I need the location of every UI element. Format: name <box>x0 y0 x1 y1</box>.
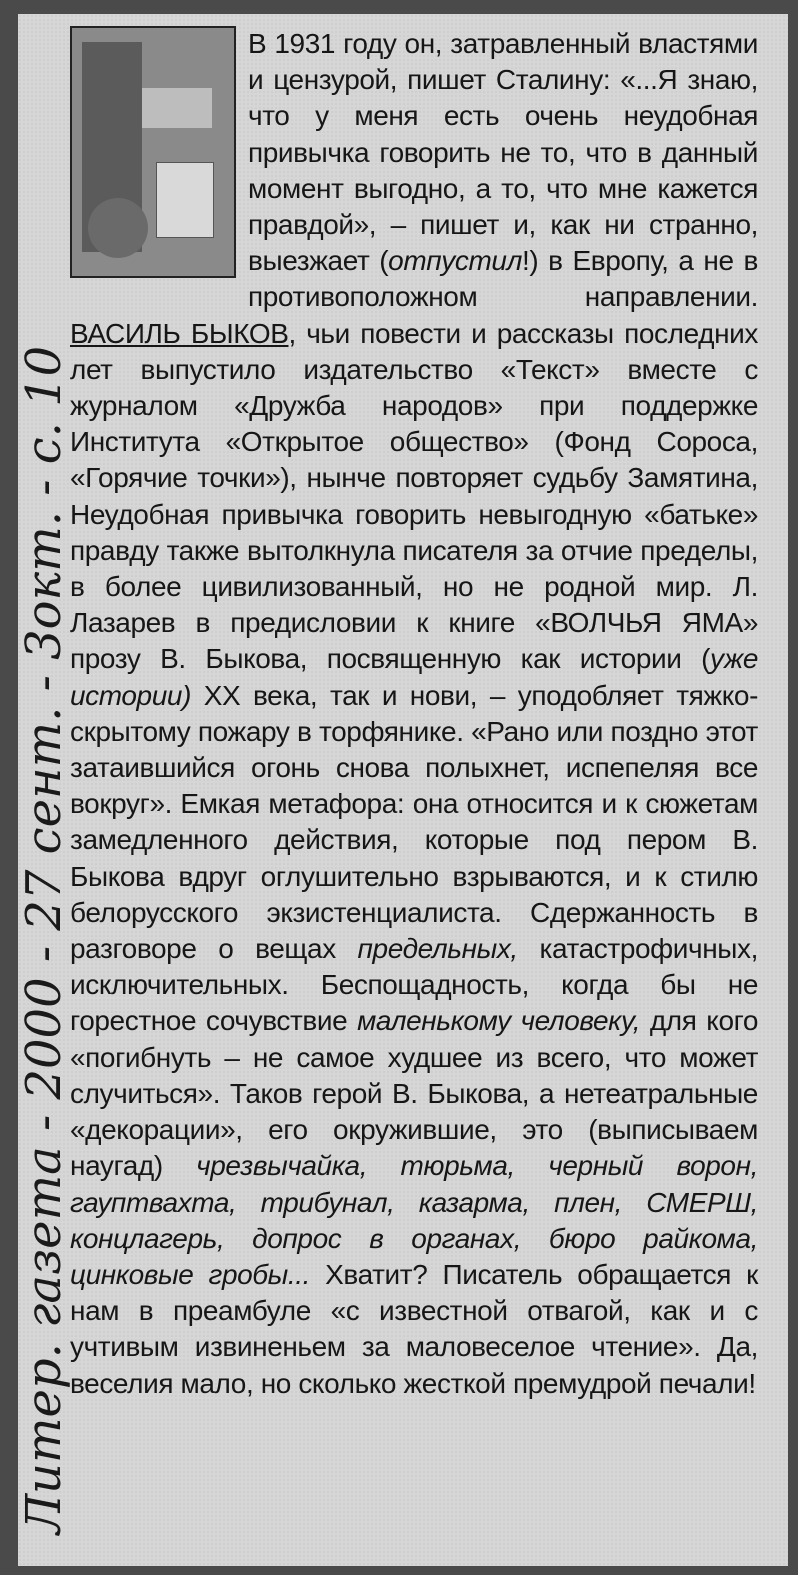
paragraph-text: XX века, так и нови, – уподобляет тяжко-скрытому пожару в торфянике. «Рано или поздно этот затаившийся огонь снова полыхнет, испепеляя все вокруг». Емкая метафора: она относится и к сюжетам замедленного действия, которые под пером В. Быкова вдруг оглушительно взрываются, и к стилю белорусского экзистенциалиста. Сдержанность в разговоре о вещах <box>70 679 758 965</box>
paragraph-text: катастрофичных, исключительных. Беспощадность, когда бы не горестное сочувствие <box>70 933 758 1037</box>
author-name: ВАСИЛЬ БЫКОВ <box>70 317 289 349</box>
newspaper-clipping <box>18 14 788 1566</box>
italic-text: маленькому человеку, <box>357 1005 641 1037</box>
handwritten-annotation <box>14 244 78 1544</box>
paragraph-text: В 1931 году он, затравленный властями и цензурой, пишет Сталину: «...Я знаю, что у меня есть очень неудобная привычка говорить не то, что в данный момент выгодно, а то, что мне кажется правдой», – пишет и, как ни странно, выезжает ( <box>248 28 758 277</box>
paragraph-text: Хватит? Писатель обращается к нам в преамбуле «с известной отвагой, как и с учтивым извиненьем за маловеселое чтение». Да, веселия мало, но сколько жесткой премудрой печали! <box>70 1258 758 1399</box>
italic-text: чрезвычайка, тюрьма, черный ворон, гауптвахта, трибунал, казарма, плен, СМЕРШ, концлагерь, допрос в органах, бюро райкома, цинковые гробы... <box>70 1150 758 1290</box>
italic-text: отпустил <box>388 245 522 277</box>
handwritten-note-text: Литер. газета - 2000 - 27 сент. - 3окт. - с. 10 <box>16 345 72 1534</box>
italic-text: предельных, <box>357 933 518 965</box>
article-paragraph <box>70 26 758 1402</box>
paragraph-text: , чьи повести и рассказы последних лет выпустило издательство «Текст» вместе с журналом «Дружба народов» при поддержке Института «Открытое общество» (Фонд Сороса, «Горячие точки»), нынче повторяет судьбу Замятина, Неудобная привычка говорить невыгодную «батьке» правду также вытолкнула писателя за отчие пределы, в более цивилизованный, но не родной мир. Л. Лазарев в предисловии к книге «ВОЛЧЬЯ ЯМА» прозу В. Быкова, посвященную как истории ( <box>70 317 758 675</box>
italic-text: уже истории) <box>70 643 758 711</box>
paragraph-text: !) в Европу, а не в противоположном направлении. <box>248 245 759 313</box>
paragraph-text: для кого «погибнуть – не самое худшее из всего, что может случиться». Таков герой В. Быкова, а нетеатральные «декорации», его окружившие, это (выписываем наугад) <box>70 1005 758 1182</box>
